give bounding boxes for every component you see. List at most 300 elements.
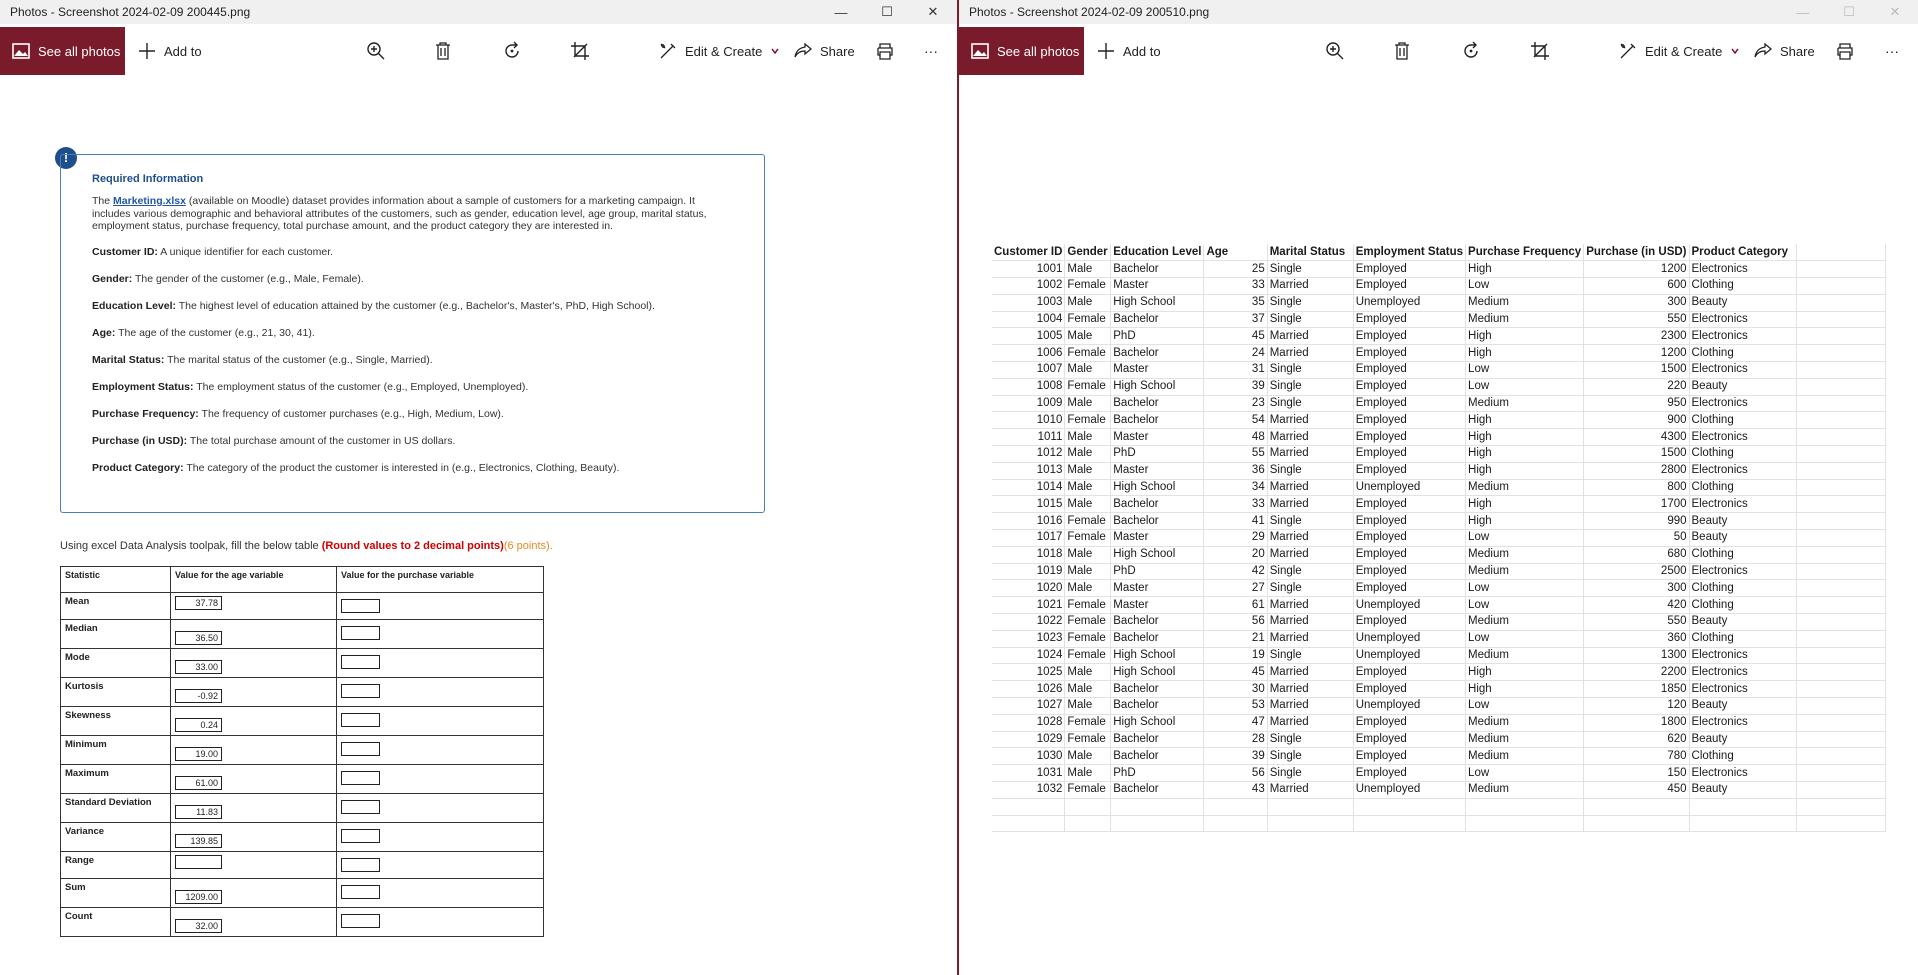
sheet-empty-cell xyxy=(1796,563,1886,580)
sheet-cell: 2300 xyxy=(1584,328,1689,345)
sheet-cell: 50 xyxy=(1584,530,1689,547)
sheet-empty-cell xyxy=(1796,815,1886,832)
edit-create-label: Edit & Create xyxy=(1645,43,1723,59)
sheet-empty-cell xyxy=(1796,278,1886,295)
age-value-cell xyxy=(171,593,337,620)
sheet-cell: Unemployed xyxy=(1353,630,1465,647)
sheet-cell: Unemployed xyxy=(1353,294,1465,311)
sheet-row xyxy=(992,261,1886,278)
sheet-row xyxy=(992,378,1886,395)
share-button[interactable] xyxy=(1754,27,1815,75)
sheet-cell: Master xyxy=(1111,362,1204,379)
sheet-row xyxy=(992,782,1886,799)
statistic-label: Median xyxy=(61,620,171,649)
age-value-cell xyxy=(171,794,337,823)
purchase-value-input[interactable] xyxy=(341,771,380,785)
sheet-cell: 780 xyxy=(1584,748,1689,765)
statistic-label: Range xyxy=(61,852,171,879)
sheet-cell: High xyxy=(1466,328,1584,345)
purchase-value-input[interactable] xyxy=(341,742,380,756)
stats-row xyxy=(61,879,544,908)
close-button[interactable]: ✕ xyxy=(1889,4,1901,19)
sheet-cell: Male xyxy=(1065,328,1111,345)
statistic-label: Maximum xyxy=(61,765,171,794)
sheet-cell: High xyxy=(1466,412,1584,429)
zoom-icon xyxy=(1325,41,1345,61)
definition-item: Purchase (in USD): The total purchase amount of the customer in US dollars. xyxy=(92,434,456,447)
photos-toolbar xyxy=(959,27,1918,75)
age-value-input[interactable]: 33.00 xyxy=(175,660,222,674)
share-icon xyxy=(794,42,812,60)
sheet-cell: Male xyxy=(1065,765,1111,782)
age-value-input[interactable]: 32.00 xyxy=(175,919,222,933)
sheet-cell: 42 xyxy=(1204,563,1267,580)
sheet-cell: 29 xyxy=(1204,530,1267,547)
sheet-cell: 1011 xyxy=(992,429,1065,446)
more-options-button[interactable]: ··· xyxy=(924,43,938,59)
sheet-cell: PhD xyxy=(1111,765,1204,782)
age-value-input[interactable]: 61.00 xyxy=(175,776,222,790)
sheet-cell: High xyxy=(1466,513,1584,530)
sheet-empty-cell xyxy=(1796,664,1886,681)
add-to-button[interactable] xyxy=(138,27,202,75)
sheet-cell: Bachelor xyxy=(1111,261,1204,278)
edit-create-button[interactable] xyxy=(1619,27,1740,75)
sheet-empty-cell xyxy=(1796,714,1886,731)
sheet-cell: Low xyxy=(1466,597,1584,614)
sheet-cell: 1013 xyxy=(992,462,1065,479)
age-value-input[interactable]: 0.24 xyxy=(175,718,222,732)
sheet-cell: Married xyxy=(1267,614,1353,631)
sheet-cell: Female xyxy=(1065,731,1111,748)
print-icon xyxy=(1836,42,1854,60)
sheet-cell: 21 xyxy=(1204,630,1267,647)
definition-item: Gender: The gender of the customer (e.g., Male, Female). xyxy=(92,272,364,285)
sheet-cell: Beauty xyxy=(1689,294,1796,311)
maximize-button[interactable]: ☐ xyxy=(881,4,893,19)
sheet-empty-cell xyxy=(1689,798,1796,815)
edit-create-button[interactable] xyxy=(659,27,780,75)
sheet-cell: Employed xyxy=(1353,664,1465,681)
sheet-row xyxy=(992,563,1886,580)
plus-icon xyxy=(138,42,156,60)
sheet-cell: 1016 xyxy=(992,513,1065,530)
sheet-empty-cell xyxy=(1065,798,1111,815)
stats-row xyxy=(61,823,544,852)
age-value-cell xyxy=(171,765,337,794)
sheet-cell: Electronics xyxy=(1689,681,1796,698)
purchase-value-input[interactable] xyxy=(341,713,380,727)
statistic-label: Variance xyxy=(61,823,171,852)
sheet-row xyxy=(992,412,1886,429)
sheet-cell: Married xyxy=(1267,530,1353,547)
sheet-cell: Electronics xyxy=(1689,647,1796,664)
purchase-value-input[interactable] xyxy=(341,829,380,843)
share-label: Share xyxy=(820,43,855,59)
stats-header-row xyxy=(61,567,544,593)
sheet-cell: Bachelor xyxy=(1111,412,1204,429)
sheet-empty-cell xyxy=(1584,798,1689,815)
statistic-label: Standard Deviation xyxy=(61,794,171,823)
sheet-cell: Employed xyxy=(1353,748,1465,765)
print-button[interactable] xyxy=(876,27,894,75)
sheet-cell: Female xyxy=(1065,311,1111,328)
sheet-cell: 420 xyxy=(1584,597,1689,614)
sheet-cell: 1025 xyxy=(992,664,1065,681)
sheet-empty-cell xyxy=(1796,630,1886,647)
sheet-cell: Married xyxy=(1267,479,1353,496)
purchase-value-cell xyxy=(337,736,544,765)
sheet-cell: Medium xyxy=(1466,782,1584,799)
sheet-empty-cell xyxy=(1796,782,1886,799)
sheet-empty-cell xyxy=(1796,446,1886,463)
zoom-button[interactable] xyxy=(366,27,386,75)
sheet-row xyxy=(992,294,1886,311)
sheet-cell: Employed xyxy=(1353,446,1465,463)
sheet-cell: Male xyxy=(1065,563,1111,580)
sheet-cell: Low xyxy=(1466,698,1584,715)
sheet-cell: PhD xyxy=(1111,328,1204,345)
zoom-button[interactable] xyxy=(1325,27,1345,75)
sheet-cell: Married xyxy=(1267,546,1353,563)
sheet-cell: Master xyxy=(1111,530,1204,547)
sheet-cell: Low xyxy=(1466,630,1584,647)
sheet-cell: Low xyxy=(1466,278,1584,295)
sheet-empty-cell xyxy=(1796,530,1886,547)
sheet-cell: Single xyxy=(1267,647,1353,664)
sheet-empty-cell xyxy=(1267,798,1353,815)
statistic-label: Mode xyxy=(61,649,171,678)
purchase-value-input[interactable] xyxy=(341,655,380,669)
sheet-cell: 19 xyxy=(1204,647,1267,664)
sheet-cell: Employed xyxy=(1353,530,1465,547)
sheet-cell: 1021 xyxy=(992,597,1065,614)
age-value-input[interactable]: 37.78 xyxy=(175,596,222,610)
statistic-label: Kurtosis xyxy=(61,678,171,707)
sheet-cell: PhD xyxy=(1111,563,1204,580)
sheet-cell: PhD xyxy=(1111,446,1204,463)
sheet-cell: High xyxy=(1466,446,1584,463)
sheet-cell: Single xyxy=(1267,731,1353,748)
age-value-input[interactable]: 11.83 xyxy=(175,805,222,819)
sheet-cell: Female xyxy=(1065,782,1111,799)
sheet-empty-cell xyxy=(1796,294,1886,311)
sheet-cell: Employed xyxy=(1353,496,1465,513)
sheet-cell: 1032 xyxy=(992,782,1065,799)
sheet-cell: Master xyxy=(1111,580,1204,597)
see-all-label: See all photos xyxy=(997,43,1080,59)
sheet-cell: Male xyxy=(1065,479,1111,496)
sheet-cell: 31 xyxy=(1204,362,1267,379)
see-all-photos-button[interactable] xyxy=(0,27,125,75)
sheet-cell: 1002 xyxy=(992,278,1065,295)
definition-item: Product Category: The category of the product the customer is interested in (e.g., Electronics, Clothing, Beauty). xyxy=(92,461,620,474)
sheet-cell: Employed xyxy=(1353,362,1465,379)
stats-row xyxy=(61,620,544,649)
statistic-label: Skewness xyxy=(61,707,171,736)
sheet-cell: 1024 xyxy=(992,647,1065,664)
purchase-value-cell xyxy=(337,879,544,908)
sheet-row xyxy=(992,647,1886,664)
delete-button[interactable] xyxy=(435,27,451,75)
sheet-cell: Medium xyxy=(1466,395,1584,412)
age-value-cell xyxy=(171,707,337,736)
sheet-row xyxy=(992,664,1886,681)
sheet-cell: Beauty xyxy=(1689,530,1796,547)
sheet-cell: Single xyxy=(1267,748,1353,765)
sheet-cell: 1030 xyxy=(992,748,1065,765)
sheet-cell: 56 xyxy=(1204,614,1267,631)
purchase-value-input[interactable] xyxy=(341,858,380,872)
purchase-value-input[interactable] xyxy=(341,800,380,814)
sheet-cell: Employed xyxy=(1353,429,1465,446)
rotate-button[interactable] xyxy=(502,27,522,75)
minimize-button[interactable]: — xyxy=(1796,4,1810,20)
sheet-cell: 4300 xyxy=(1584,429,1689,446)
sheet-cell: Electronics xyxy=(1689,462,1796,479)
sheet-cell: 20 xyxy=(1204,546,1267,563)
sheet-cell: High School xyxy=(1111,294,1204,311)
sheet-empty-cell xyxy=(1796,546,1886,563)
sheet-cell: Clothing xyxy=(1689,278,1796,295)
purchase-value-input[interactable] xyxy=(341,914,380,928)
sheet-cell: 27 xyxy=(1204,580,1267,597)
crop-icon xyxy=(570,41,590,61)
sheet-empty-cell xyxy=(1065,815,1111,832)
sheet-cell: 550 xyxy=(1584,311,1689,328)
sheet-row xyxy=(992,681,1886,698)
sheet-cell: Female xyxy=(1065,647,1111,664)
sheet-cell: 41 xyxy=(1204,513,1267,530)
sheet-cell: High xyxy=(1466,681,1584,698)
print-icon xyxy=(876,42,894,60)
sheet-row xyxy=(992,362,1886,379)
sheet-cell: 1019 xyxy=(992,563,1065,580)
sheet-cell: Married xyxy=(1267,446,1353,463)
window-title: Photos - Screenshot 2024-02-09 200445.png xyxy=(0,0,957,24)
delete-button[interactable] xyxy=(1394,27,1410,75)
sheet-empty-row xyxy=(992,815,1886,832)
sheet-cell: Medium xyxy=(1466,614,1584,631)
sheet-cell: 1017 xyxy=(992,530,1065,547)
sheet-header-cell: Purchase (in USD) xyxy=(1584,244,1689,261)
edit-create-label: Edit & Create xyxy=(685,43,763,59)
sheet-cell: 1700 xyxy=(1584,496,1689,513)
sheet-empty-cell xyxy=(1267,815,1353,832)
sheet-empty-cell xyxy=(1466,815,1584,832)
age-value-cell xyxy=(171,649,337,678)
see-all-photos-button[interactable] xyxy=(959,27,1084,75)
sheet-cell: 30 xyxy=(1204,681,1267,698)
age-value-input[interactable] xyxy=(175,855,222,869)
sheet-cell: 1012 xyxy=(992,446,1065,463)
sheet-cell: 1026 xyxy=(992,681,1065,698)
sheet-cell: Male xyxy=(1065,462,1111,479)
photos-window-left xyxy=(0,0,957,975)
sheet-cell: Married xyxy=(1267,630,1353,647)
sheet-empty-row xyxy=(992,798,1886,815)
sheet-cell: 1800 xyxy=(1584,714,1689,731)
stats-header: Value for the purchase variable xyxy=(337,567,544,593)
sheet-cell: Unemployed xyxy=(1353,647,1465,664)
sheet-cell: Single xyxy=(1267,311,1353,328)
stats-row xyxy=(61,852,544,879)
sheet-cell: 1200 xyxy=(1584,345,1689,362)
sheet-cell: Electronics xyxy=(1689,664,1796,681)
definition-item: Employment Status: The employment status of the customer (e.g., Employed, Unemployed). xyxy=(92,380,529,393)
sheet-header-cell: Purchase Frequency xyxy=(1466,244,1584,261)
age-value-input[interactable]: 36.50 xyxy=(175,631,222,645)
sheet-cell: Employed xyxy=(1353,328,1465,345)
sheet-cell: Employed xyxy=(1353,278,1465,295)
age-value-input[interactable]: 1209.00 xyxy=(175,890,222,904)
age-value-input[interactable]: -0.92 xyxy=(175,689,222,703)
purchase-value-cell xyxy=(337,707,544,736)
sheet-cell: High xyxy=(1466,664,1584,681)
add-to-label: Add to xyxy=(164,43,202,59)
sheet-cell: High xyxy=(1466,261,1584,278)
sheet-cell: Male xyxy=(1065,362,1111,379)
sheet-cell: 620 xyxy=(1584,731,1689,748)
minimize-button[interactable]: — xyxy=(834,4,848,20)
purchase-value-cell xyxy=(337,823,544,852)
see-all-label: See all photos xyxy=(38,43,121,59)
sheet-cell: Clothing xyxy=(1689,412,1796,429)
print-button[interactable] xyxy=(1836,27,1854,75)
sheet-cell: Bachelor xyxy=(1111,311,1204,328)
share-icon xyxy=(1754,42,1772,60)
sheet-cell: High School xyxy=(1111,479,1204,496)
purchase-value-cell xyxy=(337,593,544,620)
rotate-icon xyxy=(502,41,522,61)
sheet-cell: High School xyxy=(1111,647,1204,664)
sheet-cell: Male xyxy=(1065,664,1111,681)
marketing-data-table xyxy=(992,244,1886,832)
sheet-empty-cell xyxy=(992,815,1065,832)
sheet-cell: 150 xyxy=(1584,765,1689,782)
sheet-row xyxy=(992,748,1886,765)
sheet-cell: Single xyxy=(1267,294,1353,311)
sheet-cell: Employed xyxy=(1353,731,1465,748)
sheet-cell: Female xyxy=(1065,513,1111,530)
sheet-empty-cell xyxy=(992,798,1065,815)
sheet-cell: Male xyxy=(1065,429,1111,446)
sheet-cell: 45 xyxy=(1204,664,1267,681)
sheet-cell: 61 xyxy=(1204,597,1267,614)
sheet-row xyxy=(992,311,1886,328)
sheet-cell: 37 xyxy=(1204,311,1267,328)
sheet-cell: Female xyxy=(1065,412,1111,429)
purchase-value-cell xyxy=(337,908,544,937)
purchase-value-cell xyxy=(337,794,544,823)
purchase-value-input[interactable] xyxy=(341,885,380,899)
sheet-cell: Electronics xyxy=(1689,429,1796,446)
sheet-empty-cell xyxy=(1796,748,1886,765)
sheet-cell: Electronics xyxy=(1689,328,1796,345)
sheet-cell: Employed xyxy=(1353,345,1465,362)
sheet-cell: 33 xyxy=(1204,278,1267,295)
sheet-cell: Bachelor xyxy=(1111,496,1204,513)
edit-icon xyxy=(1619,42,1637,60)
sheet-cell: Beauty xyxy=(1689,513,1796,530)
age-value-input[interactable]: 139.85 xyxy=(175,834,222,848)
sheet-cell: Medium xyxy=(1466,479,1584,496)
purchase-value-input[interactable] xyxy=(341,626,380,640)
sheet-cell: 1023 xyxy=(992,630,1065,647)
marketing-xlsx-link[interactable]: Marketing.xlsx xyxy=(113,195,186,207)
sheet-cell: Male xyxy=(1065,395,1111,412)
purchase-value-cell xyxy=(337,852,544,879)
sheet-cell: Medium xyxy=(1466,294,1584,311)
stats-row xyxy=(61,794,544,823)
sheet-cell: 1300 xyxy=(1584,647,1689,664)
sheet-cell: Employed xyxy=(1353,580,1465,597)
sheet-cell: Medium xyxy=(1466,647,1584,664)
sheet-cell: Unemployed xyxy=(1353,597,1465,614)
sheet-row xyxy=(992,446,1886,463)
sheet-cell: Master xyxy=(1111,429,1204,446)
sheet-cell: Clothing xyxy=(1689,597,1796,614)
sheet-cell: 43 xyxy=(1204,782,1267,799)
sheet-cell: Married xyxy=(1267,278,1353,295)
sheet-cell: Low xyxy=(1466,765,1584,782)
sheet-cell: High xyxy=(1466,345,1584,362)
rotate-icon xyxy=(1461,41,1481,61)
sheet-cell: Female xyxy=(1065,530,1111,547)
rotate-button[interactable] xyxy=(1461,27,1481,75)
sheet-cell: Single xyxy=(1267,261,1353,278)
sheet-row xyxy=(992,580,1886,597)
sheet-cell: Electronics xyxy=(1689,311,1796,328)
sheet-cell: Single xyxy=(1267,462,1353,479)
sheet-cell: Beauty xyxy=(1689,614,1796,631)
stats-row xyxy=(61,649,544,678)
sheet-empty-cell xyxy=(1796,261,1886,278)
more-options-button[interactable]: ··· xyxy=(1885,43,1899,59)
sheet-cell: Low xyxy=(1466,362,1584,379)
purchase-value-input[interactable] xyxy=(341,599,380,613)
sheet-header-cell: Education Level xyxy=(1111,244,1204,261)
sheet-cell: Single xyxy=(1267,513,1353,530)
maximize-button[interactable]: ☐ xyxy=(1843,4,1855,19)
sheet-cell: 950 xyxy=(1584,395,1689,412)
definition-item: Age: The age of the customer (e.g., 21, 30, 41). xyxy=(92,326,315,339)
stats-row xyxy=(61,678,544,707)
sheet-cell: 300 xyxy=(1584,580,1689,597)
sheet-cell: Clothing xyxy=(1689,446,1796,463)
crop-button[interactable] xyxy=(1530,27,1550,75)
add-to-button[interactable] xyxy=(1097,27,1161,75)
sheet-empty-cell xyxy=(1796,362,1886,379)
share-button[interactable] xyxy=(794,27,855,75)
sheet-empty-cell xyxy=(1796,698,1886,715)
sheet-cell: Clothing xyxy=(1689,345,1796,362)
sheet-empty-cell xyxy=(1796,429,1886,446)
sheet-header-cell: Age xyxy=(1204,244,1267,261)
sheet-header-cell: Product Category xyxy=(1689,244,1796,261)
sheet-cell: 23 xyxy=(1204,395,1267,412)
sheet-cell: 36 xyxy=(1204,462,1267,479)
sheet-cell: High School xyxy=(1111,714,1204,731)
sheet-cell: 53 xyxy=(1204,698,1267,715)
sheet-cell: 35 xyxy=(1204,294,1267,311)
purchase-value-input[interactable] xyxy=(341,684,380,698)
age-value-input[interactable]: 19.00 xyxy=(175,747,222,761)
close-button[interactable]: ✕ xyxy=(927,4,939,19)
crop-button[interactable] xyxy=(570,27,590,75)
stats-row xyxy=(61,736,544,765)
sheet-cell: Clothing xyxy=(1689,580,1796,597)
